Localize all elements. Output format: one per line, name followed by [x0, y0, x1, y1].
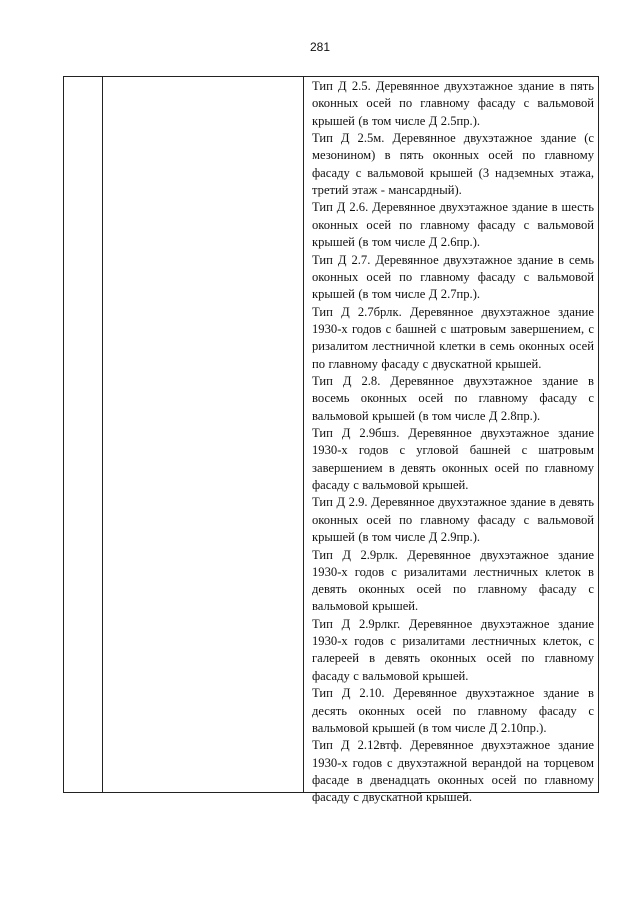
type-entry-d2-8: Тип Д 2.8. Деревянное двухэтажное здание в восемь оконных осей по главному фасаду с вальмовой крышей (в том числе Д 2.8пр.). — [312, 373, 594, 423]
type-entry-d2-7: Тип Д 2.7. Деревянное двухэтажное здание в семь оконных осей по главному фасаду с вальмовой крышей (в том числе Д 2.7пр.). — [312, 252, 594, 302]
type-entry-d2-7brlk: Тип Д 2.7брлк. Деревянное двухэтажное здание 1930-х годов с башней с шатровым завершением, с ризалитом лестничной клетки в семь оконных осей по главному фасаду с двускатной крышей. — [312, 304, 594, 371]
type-entry-d2-6: Тип Д 2.6. Деревянное двухэтажное здание в шесть оконных осей по главному фасаду с вальмовой крышей (в том числе Д 2.6пр.). — [312, 200, 594, 250]
type-entry-d2-9: Тип Д 2.9. Деревянное двухэтажное здание в девять оконных осей по главному фасаду с вальмовой крышей (в том числе Д 2.9пр.). — [312, 495, 594, 545]
column-divider-2 — [303, 77, 304, 792]
document-table — [63, 76, 599, 805]
type-entry-d2-5m: Тип Д 2.5м. Деревянное двухэтажное здание (с мезонином) в пять оконных осей по главному фасаду с вальмовой крышей (3 надземных этажа, третий этаж - мансардный). — [312, 131, 594, 197]
column-divider-1 — [102, 77, 103, 792]
type-entry-d2-10: Тип Д 2.10. Деревянное двухэтажное здание в десять оконных осей по главному фасаду с вальмовой крышей (в том числе Д 2.10пр.). — [312, 686, 594, 735]
type-entry-d2-9bshz: Тип Д 2.9бшз. Деревянное двухэтажное здание 1930-х годов с угловой башней с шатровым завершением в девять оконных осей по главному фасаду с вальмовой крышей. — [312, 426, 594, 492]
type-entry-d2-9rlk: Тип Д 2.9рлк. Деревянное двухэтажное здание 1930-х годов с ризалитами лестничных клеток в девять оконных осей по главному фасаду с вальмовой крышей. — [312, 547, 594, 614]
type-entry-d2-9rlkg: Тип Д 2.9рлкг. Деревянное двухэтажное здание 1930-х годов с ризалитами лестничных клеток, с галереей в девять оконных осей по главному фасаду с вальмовой крышей. — [312, 616, 594, 683]
type-entry-d2-12vtf: Тип Д 2.12втф. Деревянное двухэтажное здание 1930-х годов с двухэтажной верандой на торцевом фасаде в двенадцать оконных осей по главному фасаду с двускатной крышей. — [312, 738, 594, 805]
page-number: 281 — [309, 40, 331, 54]
type-entry-d2-5: Тип Д 2.5. Деревянное двухэтажное здание в пять оконных осей по главному фасаду с вальмовой крышей (в том числе Д 2.5пр.). — [312, 79, 594, 128]
description-cell — [312, 78, 594, 807]
